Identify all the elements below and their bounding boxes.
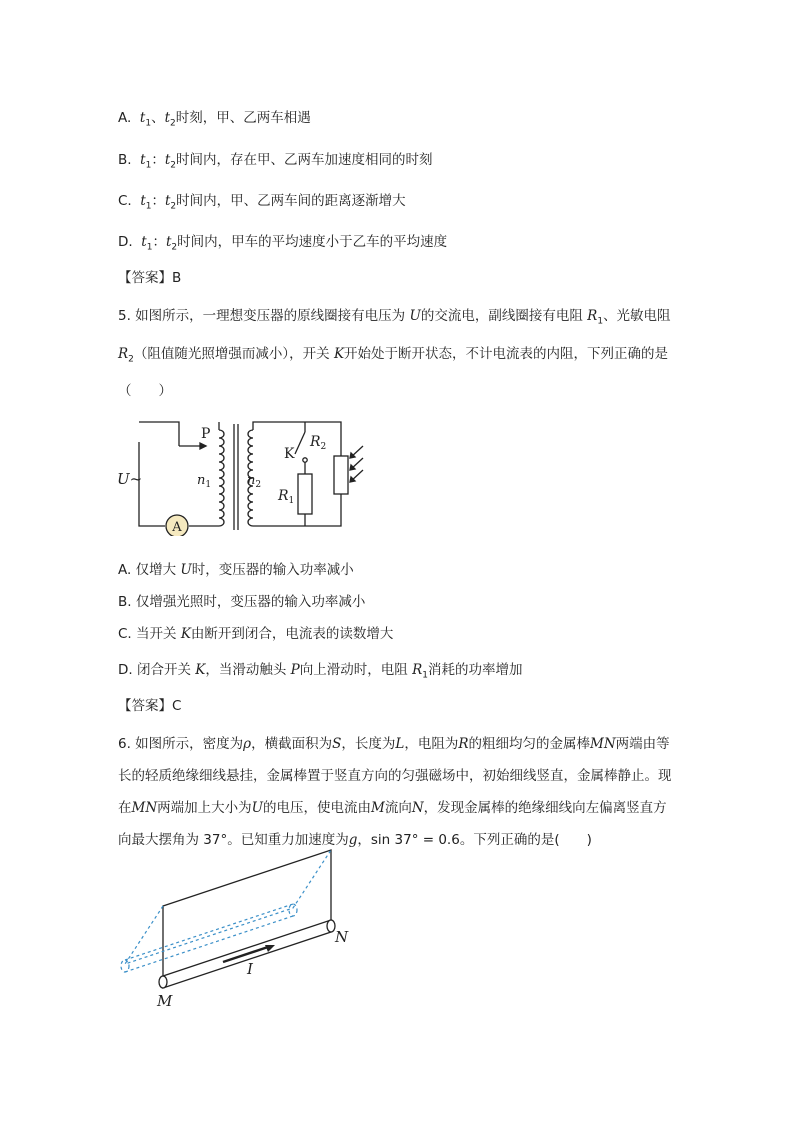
q4-option-c: C. $t_1$：$t_2$时间内，甲、乙两车间的距离逐渐增大 <box>118 193 406 212</box>
label-p: P <box>201 426 211 442</box>
label-u: U~ <box>117 470 143 488</box>
ammeter-label: A <box>172 520 182 535</box>
label-r1: $R_1$ <box>278 488 295 506</box>
q4-option-b: B. $t_1$：$t_2$时间内，存在甲、乙两车加速度相同的时刻 <box>118 152 433 171</box>
q6-stem: 6. 如图所示，密度为ρ，横截面积为S，长度为L，电阻为R的粗细均匀的金属棒MN两端由等长的轻质绝缘细线悬挂，金属棒置于竖直方向的匀强磁场中，初始细线竖直，金属棒静止。现在MN两端加上大小为U的电压，使电流由M流向N，发现金属棒的绝缘细线向左偏离竖直方向最大摆角为 37°。已知重力加速度为g，sin 37° = 0.6。下列正确的是( ) <box>118 736 672 848</box>
label-r2: $R_2$ <box>310 434 327 452</box>
q4-answer: 【答案】B <box>118 270 182 286</box>
label-n1: $n_1$ <box>197 473 212 490</box>
q4-option-a: A. $t_1$、$t_2$时刻，甲、乙两车相遇 <box>118 110 311 129</box>
q5-stem: 5. 如图所示，一理想变压器的原线圈接有电压为 U的交流电，副线圈接有电阻 $R_1$、光敏电阻$R_2$（阻值随光照增强而减小），开关 K开始处于断开状态，不计电流表的内阻，下列正确的是（ ） <box>118 308 671 400</box>
q5-option-b: B. 仅增强光照时，变压器的输入功率减小 <box>118 594 366 610</box>
q6-rod-diagram <box>115 846 355 1016</box>
q5-answer: 【答案】C <box>118 698 182 714</box>
q5-option-a: A. 仅增大 U时，变压器的输入功率减小 <box>118 562 354 578</box>
label-m: M <box>157 992 173 1010</box>
q5-circuit-diagram <box>115 418 365 536</box>
label-n2: $n_2$ <box>247 473 262 490</box>
label-k: K <box>284 446 295 462</box>
label-current-i: I <box>247 960 253 978</box>
q4-option-d: D. $t_1$：$t_2$时间内，甲车的平均速度小于乙车的平均速度 <box>118 234 448 253</box>
q5-option-d: D. 闭合开关 K，当滑动触头 P向上滑动时，电阻 $R_1$消耗的功率增加 <box>118 662 523 681</box>
q5-option-c: C. 当开关 K由断开到闭合，电流表的读数增大 <box>118 626 394 642</box>
label-n: N <box>335 928 349 946</box>
